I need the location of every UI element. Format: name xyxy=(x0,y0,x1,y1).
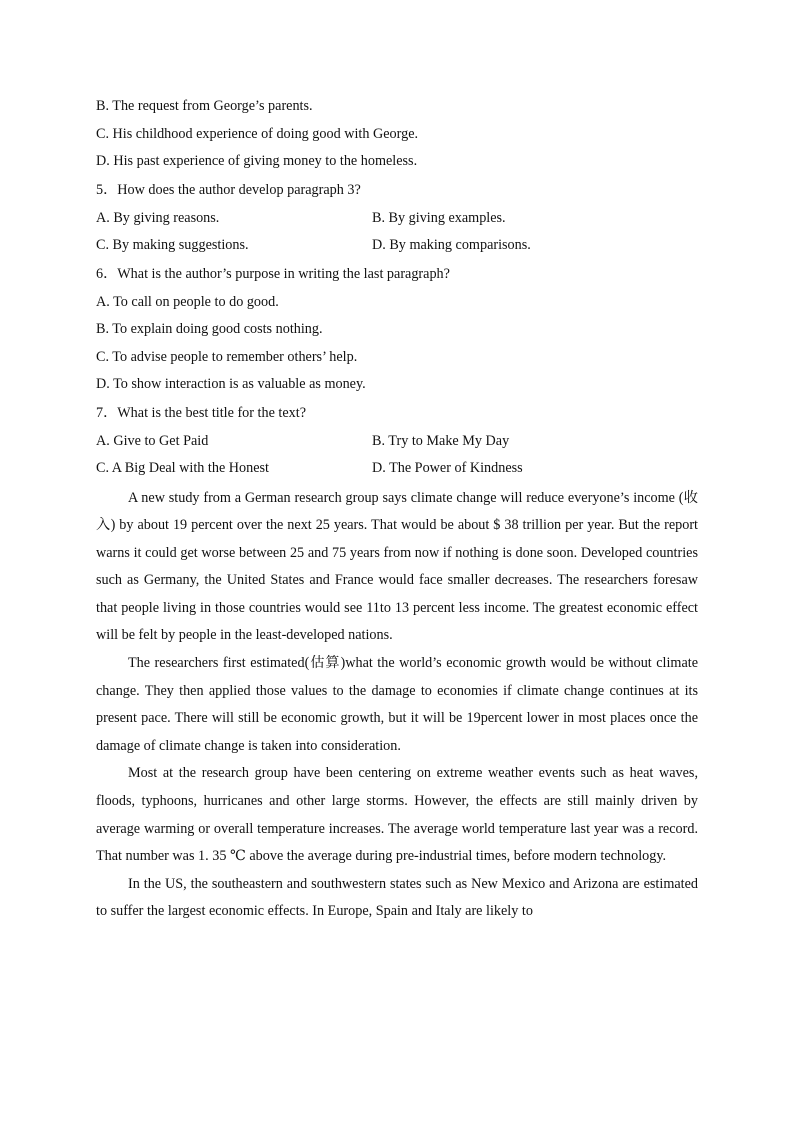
q7-question: 7．What is the best title for the text? xyxy=(96,404,306,421)
q5-question: 5．How does the author develop paragraph 3? xyxy=(96,181,361,198)
q5-options-row-2 xyxy=(96,232,698,260)
q7-option-c: C. A Big Deal with the Honest xyxy=(96,460,269,476)
passage-paragraph-2: The researchers first estimated(估算)what the world’s economic growth would be without climate change. They then applied those values to the damage to economies if climate change continues at its present pace. There will still be economic growth, but it will be 19percent lower in most places once the damage of climate change is taken into consideration. xyxy=(96,655,698,754)
q7-option-a: A. Give to Get Paid xyxy=(96,432,209,449)
q5-option-b: B. By giving examples. xyxy=(372,209,506,226)
q7-option-d: D. The Power of Kindness xyxy=(372,460,523,476)
q6-question: 6．What is the author’s purpose in writing the last paragraph? xyxy=(96,265,450,282)
q7-options-row-2 xyxy=(96,455,698,483)
q7-options-row-1 xyxy=(96,428,698,456)
q7-option-b: B. Try to Make My Day xyxy=(372,432,510,449)
q5-option-d: D. By making comparisons. xyxy=(372,237,531,253)
q4-option-d: D. His past experience of giving money to the homeless. xyxy=(96,153,418,169)
exam-page xyxy=(96,93,698,926)
passage-paragraph-1: A new study from a German research group says climate change will reduce everyone’s income (收入) by about 19 percent over the next 25 years. That would be about $ 38 trillion per year. But the report warns it could get worse between 25 and 75 years from now if nothing is done soon. Developed countries such as Germany, the United States and France would face smaller decreases. The researchers foresaw that people living in those countries would see 11to 13 percent less income. The greatest economic effect will be felt by people in the least-developed nations. xyxy=(96,489,698,644)
q4-option-c: C. His childhood experience of doing good with George. xyxy=(96,125,419,142)
q4-option-b: B. The request from George’s parents. xyxy=(96,98,313,114)
q6-option-b: B. To explain doing good costs nothing. xyxy=(96,321,323,337)
q5-option-c: C. By making suggestions. xyxy=(96,237,249,253)
q5-options-row-1 xyxy=(96,205,698,233)
q5-option-a: A. By giving reasons. xyxy=(96,209,220,226)
passage-paragraph-4: In the US, the southeastern and southwestern states such as New Mexico and Arizona are estimated to suffer the largest economic effects. In Europe, Spain and Italy are likely to xyxy=(96,875,698,920)
q6-option-d: D. To show interaction is as valuable as money. xyxy=(96,376,366,392)
passage-paragraph-3: Most at the research group have been centering on extreme weather events such as heat waves, floods, typhoons, hurricanes and other large storms. However, the effects are still mainly driven by average warming or overall temperature increases. The average world temperature last year was a record. That number was 1. 35 ℃ above the average during pre-industrial times, before modern technology. xyxy=(96,765,698,865)
q6-option-a: A. To call on people to do good. xyxy=(96,293,279,310)
q6-option-c: C. To advise people to remember others’ help. xyxy=(96,348,358,365)
